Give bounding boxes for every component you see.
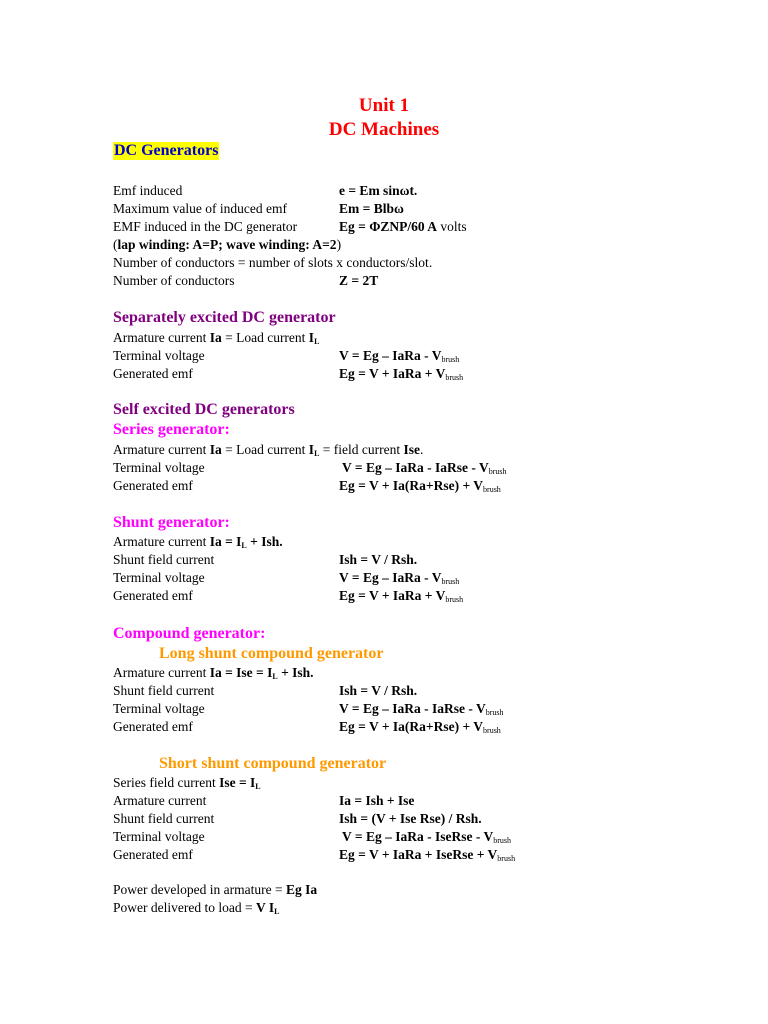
series-terminal-formula: V = Eg – IaRa - IaRse - V bbox=[342, 460, 489, 475]
num-conductors-eq: Z = 2T bbox=[339, 273, 379, 288]
self-excited-heading: Self excited DC generators bbox=[113, 401, 295, 418]
sep-generated-sub: brush bbox=[445, 373, 464, 382]
sep-generated-label: Generated emf bbox=[113, 366, 193, 381]
shunt-generated-sub: brush bbox=[445, 595, 464, 604]
short-series-field-sub: L bbox=[255, 782, 261, 791]
short-series-field-eq: Ise = I bbox=[219, 775, 256, 790]
short-generated-sub: brush bbox=[497, 854, 516, 863]
emf-induced-eq: e = Em sinωt. bbox=[339, 183, 418, 198]
sep-generated-formula: Eg = V + IaRa + V bbox=[339, 366, 446, 381]
shunt-armature-sub: L bbox=[241, 541, 247, 550]
short-terminal-sub: brush bbox=[493, 836, 511, 845]
long-shunt-heading: Long shunt compound generator bbox=[159, 645, 384, 662]
long-generated-formula: Eg = V + Ia(Ra+Rse) + V bbox=[339, 719, 484, 734]
short-generated-label: Generated emf bbox=[113, 847, 193, 862]
series-generated-formula: Eg = V + Ia(Ra+Rse) + V bbox=[339, 478, 484, 493]
short-generated-eq bbox=[339, 846, 515, 868]
winding-text: lap winding: A=P; wave winding: A=2 bbox=[117, 237, 337, 252]
series-armature-end: . bbox=[420, 442, 424, 457]
short-terminal-label: Terminal voltage bbox=[113, 829, 205, 844]
series-generated-sub: brush bbox=[483, 485, 501, 494]
long-field-label: Shunt field current bbox=[113, 683, 215, 698]
long-terminal-formula: V = Eg – IaRa - IaRse - V bbox=[339, 701, 486, 716]
max-emf-eq: Em = Blbω bbox=[339, 201, 404, 216]
long-armature-sub: L bbox=[272, 672, 278, 681]
short-armature-eq: Ia = Ish + Ise bbox=[339, 793, 415, 808]
long-field-eq: Ish = V / Rsh. bbox=[339, 683, 418, 698]
shunt-generator-heading: Shunt generator: bbox=[113, 514, 230, 531]
emf-induced-label: Emf induced bbox=[113, 183, 183, 198]
short-shunt-heading: Short shunt compound generator bbox=[159, 755, 387, 772]
shunt-terminal-label: Terminal voltage bbox=[113, 570, 205, 585]
long-generated-sub: brush bbox=[483, 726, 501, 735]
sep-terminal-sub: brush bbox=[441, 355, 460, 364]
sep-armature-ia: Ia bbox=[209, 330, 222, 345]
series-armature-ise: Ise bbox=[403, 442, 420, 457]
shunt-field-eq: Ish = V / Rsh. bbox=[339, 552, 418, 567]
shunt-generated-eq bbox=[339, 587, 463, 609]
winding-note bbox=[113, 236, 341, 254]
sep-terminal-formula: V = Eg – IaRa - V bbox=[339, 348, 442, 363]
short-field-label: Shunt field current bbox=[113, 811, 215, 826]
power-developed-eq: Eg Ia bbox=[285, 882, 318, 897]
series-generator-heading: Series generator: bbox=[113, 421, 230, 438]
sep-armature-prefix: Armature current bbox=[113, 330, 210, 345]
power-developed-prefix: Power developed in armature = bbox=[113, 882, 286, 897]
short-generated-formula: Eg = V + IaRa + IseRse + V bbox=[339, 847, 498, 862]
power-delivered-eq: V I bbox=[255, 900, 275, 915]
power-delivered-sub: L bbox=[274, 907, 280, 916]
emf-dc-label: EMF induced in the DC generator bbox=[113, 219, 298, 234]
shunt-terminal-formula: V = Eg – IaRa - V bbox=[339, 570, 442, 585]
sep-armature-il: I bbox=[308, 330, 315, 345]
series-terminal-sub: brush bbox=[488, 467, 507, 476]
series-generated-label: Generated emf bbox=[113, 478, 193, 493]
shunt-generated-formula: Eg = V + IaRa + V bbox=[339, 588, 446, 603]
sep-armature-mid: = Load current bbox=[221, 330, 309, 345]
long-generated-eq bbox=[339, 718, 501, 740]
emf-dc-eq bbox=[339, 218, 467, 236]
series-armature-il-sub: L bbox=[314, 449, 320, 458]
short-series-field-prefix: Series field current bbox=[113, 775, 220, 790]
short-armature-label: Armature current bbox=[113, 793, 207, 808]
long-armature-eq: Ia = Ise = I bbox=[209, 665, 273, 680]
short-terminal-formula: V = Eg – IaRa - IseRse - V bbox=[342, 829, 494, 844]
unit-title: Unit 1 bbox=[358, 95, 410, 116]
dc-generators-heading: DC Generators bbox=[114, 142, 219, 159]
long-generated-label: Generated emf bbox=[113, 719, 193, 734]
long-armature-prefix: Armature current bbox=[113, 665, 210, 680]
emf-dc-unit: volts bbox=[437, 219, 467, 234]
series-armature-prefix: Armature current bbox=[113, 442, 210, 457]
series-armature-ia: Ia bbox=[209, 442, 222, 457]
winding-close: ) bbox=[336, 237, 342, 252]
power-delivered-prefix: Power delivered to load = bbox=[113, 900, 256, 915]
short-field-eq: Ish = (V + Ise Rse) / Rsh. bbox=[339, 811, 482, 826]
series-terminal-label: Terminal voltage bbox=[113, 460, 205, 475]
shunt-armature-end: + Ish. bbox=[246, 534, 283, 549]
num-conductors-label: Number of conductors bbox=[113, 273, 235, 288]
sep-terminal-label: Terminal voltage bbox=[113, 348, 205, 363]
long-terminal-sub: brush bbox=[485, 708, 504, 717]
max-emf-label: Maximum value of induced emf bbox=[113, 201, 287, 216]
shunt-armature-prefix: Armature current bbox=[113, 534, 210, 549]
winding-open: ( bbox=[113, 237, 118, 252]
series-armature-rest: = field current bbox=[319, 442, 404, 457]
power-developed-line bbox=[113, 881, 317, 899]
long-armature-end: + Ish. bbox=[277, 665, 314, 680]
sep-generated-eq bbox=[339, 365, 463, 387]
shunt-generated-label: Generated emf bbox=[113, 588, 193, 603]
series-armature-il: I bbox=[308, 442, 315, 457]
emf-dc-formula: Eg = ΦZNP/60 A bbox=[339, 219, 438, 234]
power-delivered-line bbox=[113, 899, 279, 921]
conductors-note: Number of conductors = number of slots x conductors/slot. bbox=[113, 255, 433, 270]
compound-generator-heading: Compound generator: bbox=[113, 625, 266, 642]
shunt-terminal-sub: brush bbox=[441, 577, 460, 586]
series-generated-eq bbox=[339, 477, 501, 499]
sep-armature-il-sub: L bbox=[314, 337, 320, 346]
long-terminal-label: Terminal voltage bbox=[113, 701, 205, 716]
separately-excited-heading: Separately excited DC generator bbox=[113, 309, 336, 326]
series-armature-mid: = Load current bbox=[221, 442, 309, 457]
shunt-armature-eq: Ia = I bbox=[209, 534, 242, 549]
shunt-field-label: Shunt field current bbox=[113, 552, 215, 567]
subject-title: DC Machines bbox=[328, 119, 440, 140]
